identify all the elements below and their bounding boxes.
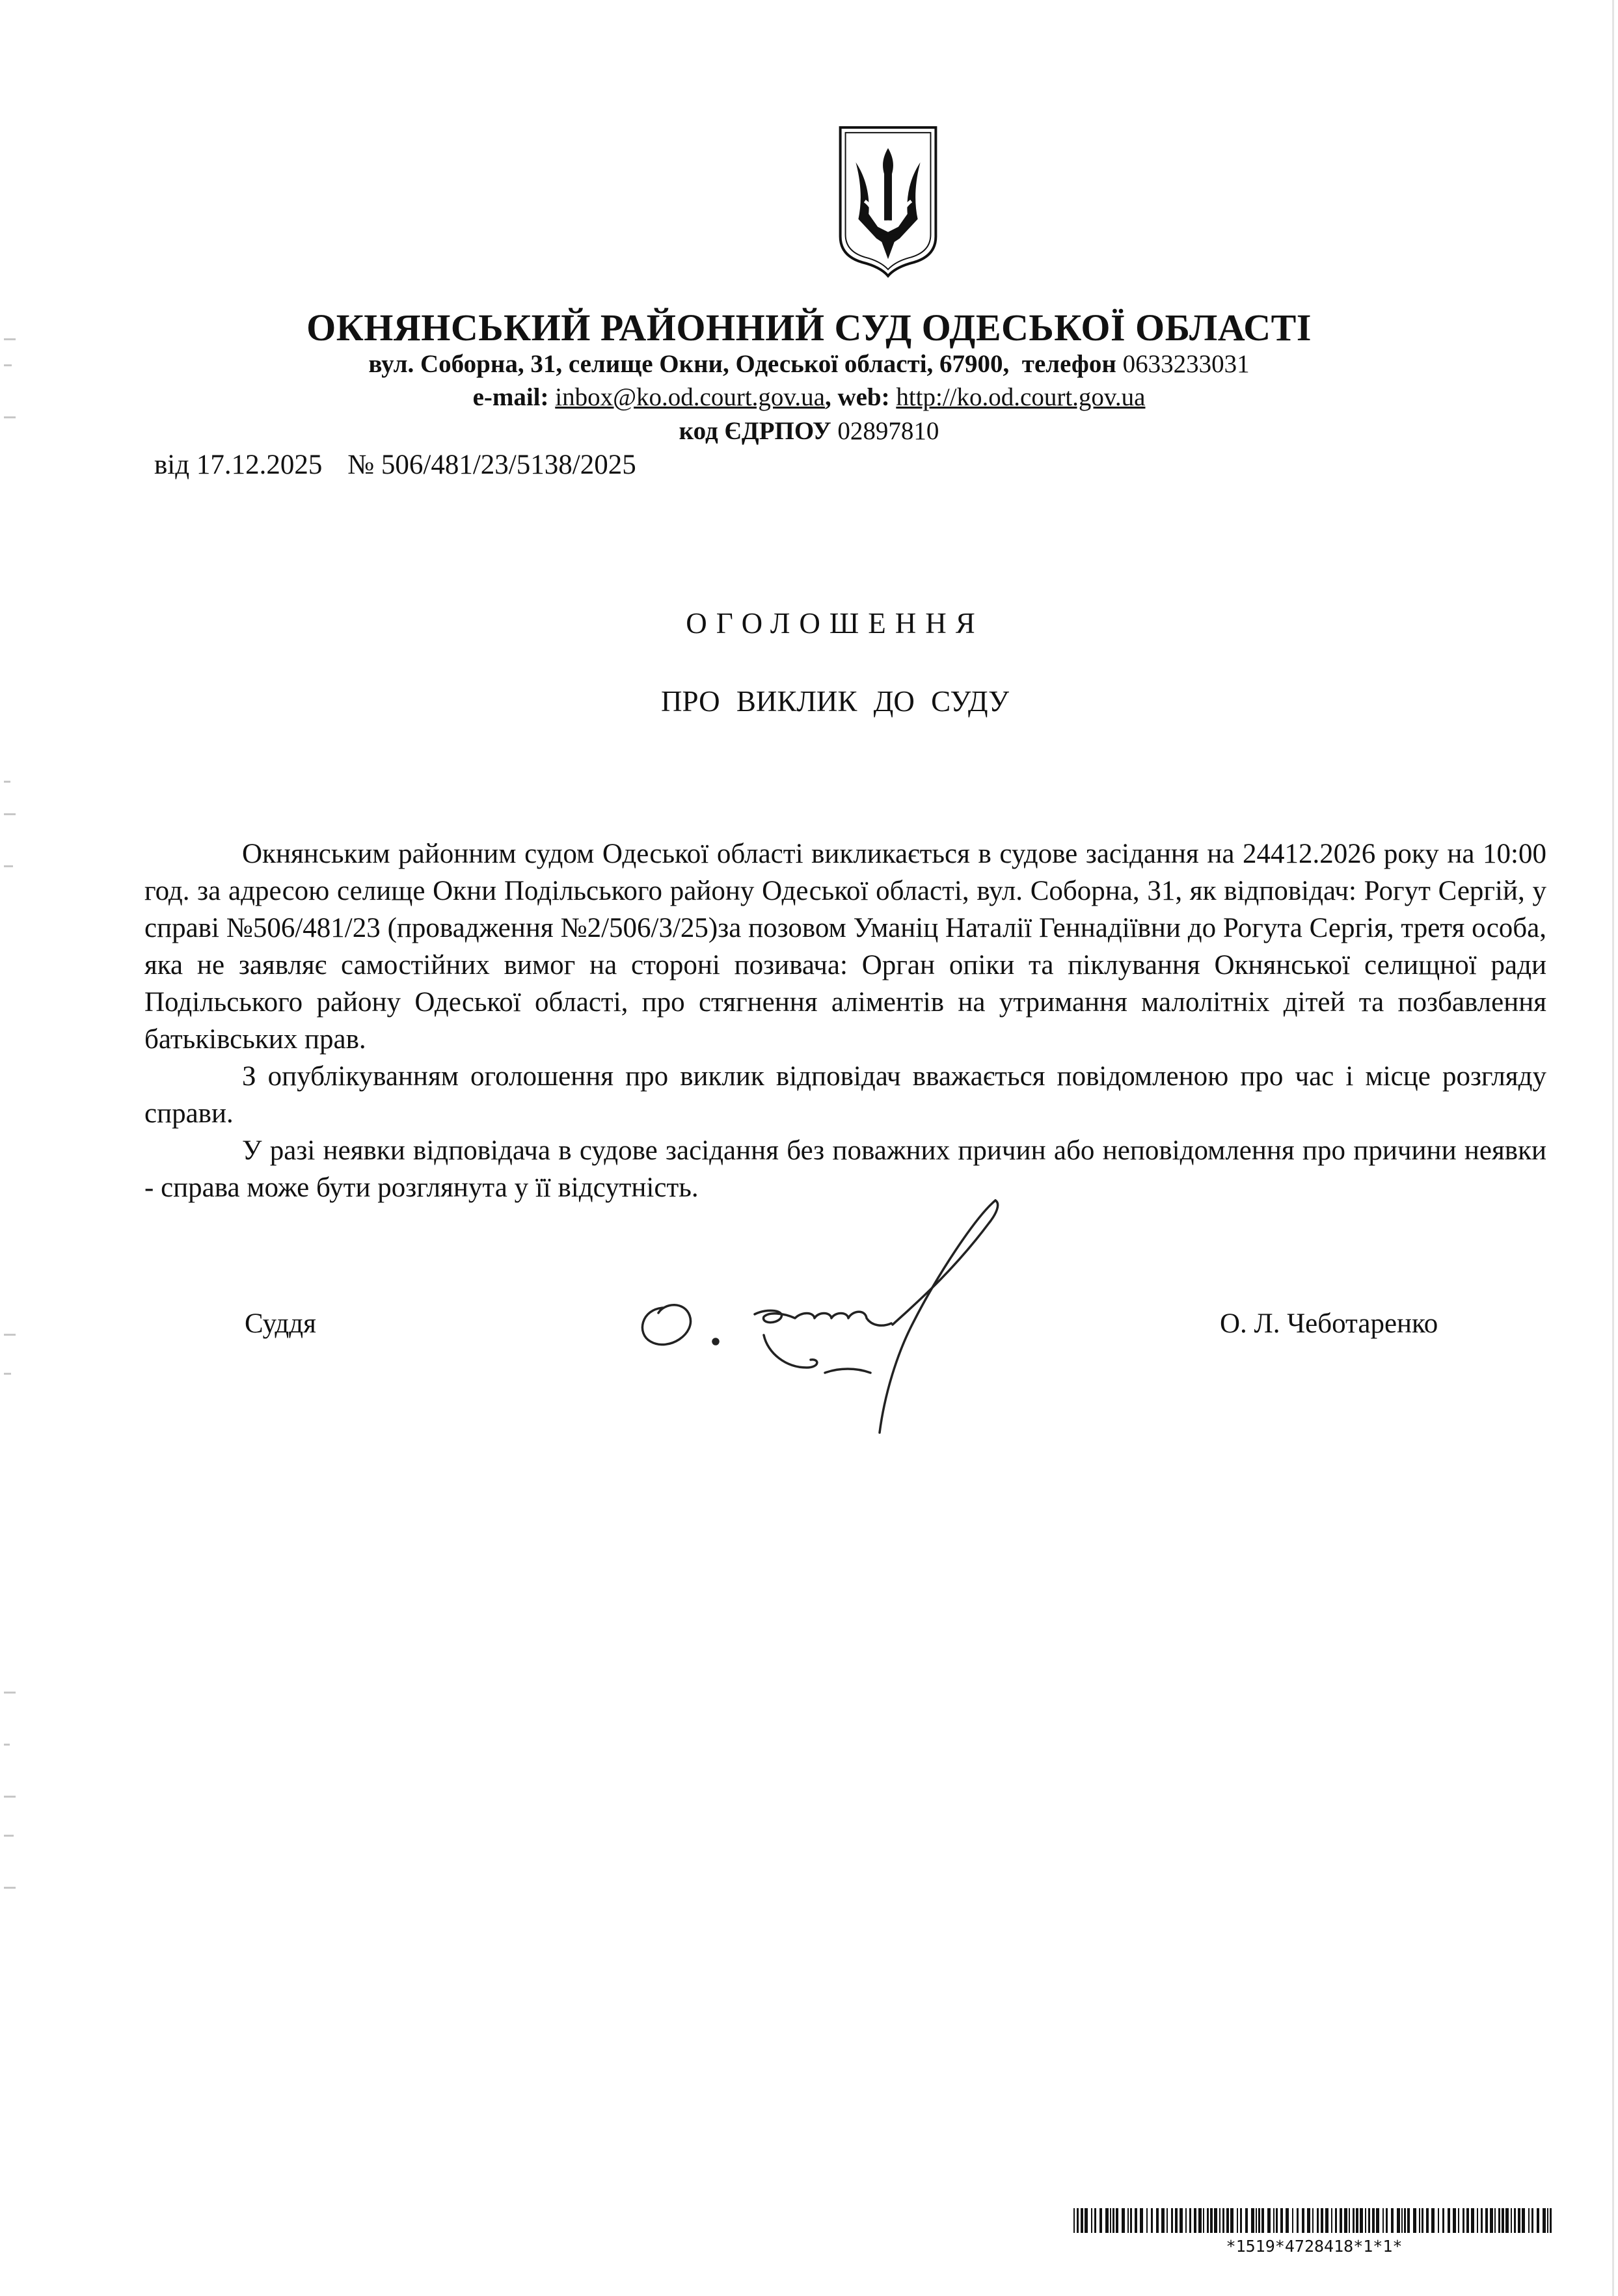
web-link[interactable]: http://ko.od.court.gov.ua	[896, 383, 1146, 411]
phone-number: 0633233031	[1122, 350, 1250, 378]
email-label: e-mail:	[472, 383, 549, 411]
judge-name: О. Л. Чеботаренко	[1220, 1308, 1438, 1339]
registration-date: від 17.12.2025	[154, 450, 323, 480]
judge-role: Суддя	[245, 1308, 316, 1339]
registration-line	[154, 449, 654, 481]
registration-number: № 506/481/23/5138/2025	[347, 450, 636, 480]
notice-paragraph-1: Окнянським районним судом Одеської області викликається в судове засідання на 24412.2026 року на 10:00 год. за адресою селище Окни Подільського району Одеської області, вул. Соборна, 31, як відповідач: Рогут Сергій, у справі №506/481/23 (провадження №2/506/3/25)за позовом Уманіц Наталії Геннадіївни до Рогута Сергія, третя особа, яка не заявляє самостійних вимог на стороні позивача: Орган опіки та піклування Окнянської селищної ради Подільського району Одеської області, про стягнення аліментів на утримання малолітніх дітей та позбавлення батьківських прав.	[144, 839, 1546, 1055]
notice-paragraph-2: З опублікуванням оголошення про виклик відповідач вважається повідомленою про час і місце розгляду справи.	[144, 1061, 1546, 1129]
barcode-icon	[1073, 2208, 1555, 2233]
barcode-text: *1519*4728418*1*1*	[1226, 2237, 1403, 2256]
phone-label: телефон	[1021, 350, 1116, 378]
notice-paragraph-3: У разі неявки відповідача в судове засідання без поважних причин або неповідомлення про причини неявки - справа може бути розглянута у її відсутність.	[144, 1135, 1546, 1203]
court-name: ОКНЯНСЬКИЙ РАЙОННИЙ СУД ОДЕСЬКОЇ ОБЛАСТІ	[306, 306, 1312, 349]
court-address: вул. Соборна, 31, селище Окни, Одеської області, 67900,	[368, 350, 1010, 378]
web-label: , web:	[824, 383, 890, 411]
email-link[interactable]: inbox@ko.od.court.gov.ua	[555, 383, 825, 411]
coat-of-arms-trident-icon	[835, 124, 941, 278]
handwritten-signature	[625, 1197, 1028, 1444]
document-subtitle: ПРО ВИКЛИК ДО СУДУ	[661, 685, 1009, 718]
document-title: ОГОЛОШЕННЯ	[686, 607, 984, 640]
notice-body	[144, 835, 1546, 1206]
edrpou-code: 02897810	[837, 417, 939, 445]
edrpou-line	[0, 416, 1618, 446]
court-address-line	[0, 349, 1618, 379]
court-contacts-line	[0, 383, 1618, 412]
edrpou-label: код ЄДРПОУ	[679, 417, 831, 445]
